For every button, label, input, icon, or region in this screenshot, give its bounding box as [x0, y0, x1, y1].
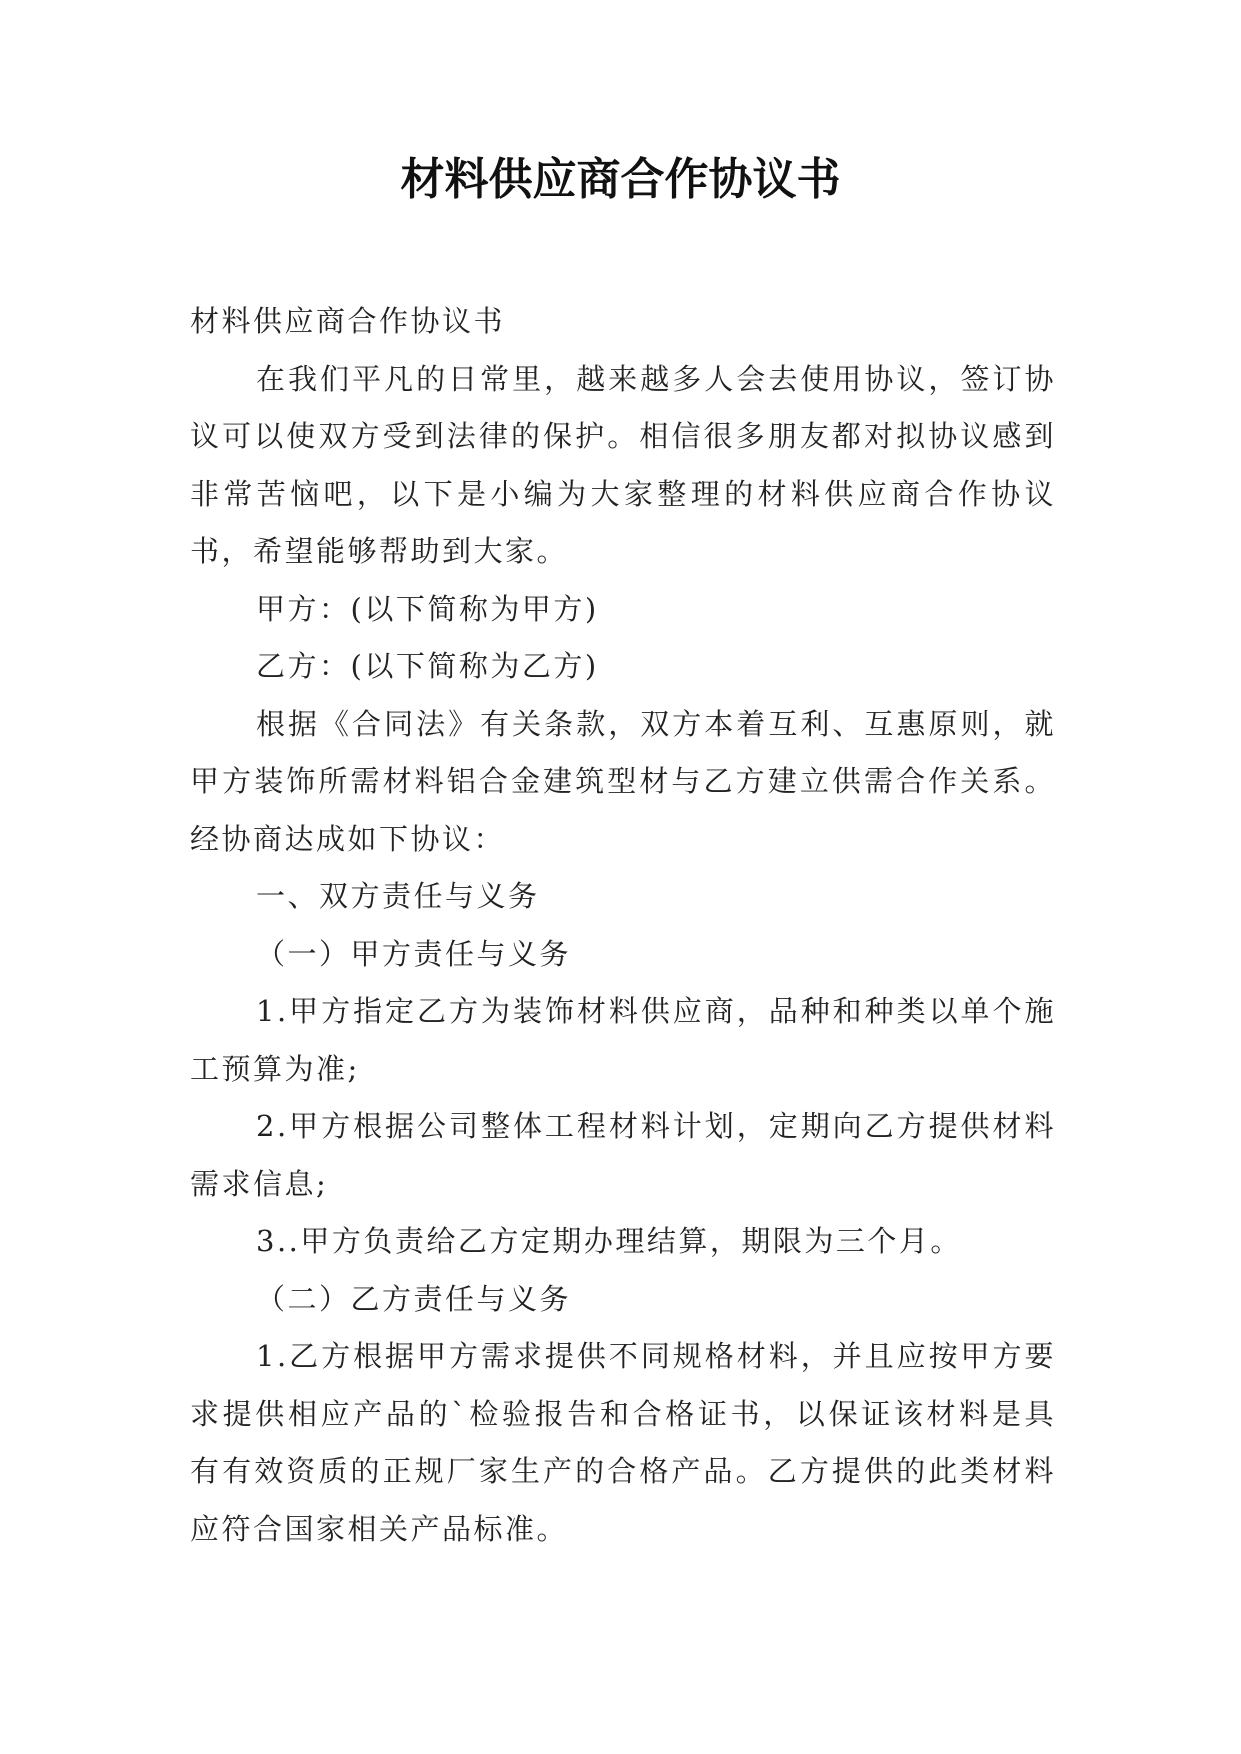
- clause-a-1: 1.甲方指定乙方为装饰材料供应商，品种和种类以单个施工预算为准;: [190, 994, 1056, 1086]
- subsection-heading-b: （二）乙方责任与义务: [256, 1281, 572, 1316]
- party-b-line: 乙方：(以下简称为乙方): [256, 649, 599, 683]
- party-a-line: 甲方：(以下简称为甲方): [256, 591, 599, 626]
- subtitle-line: 材料供应商合作协议书: [190, 304, 506, 338]
- clause-b-1: 1.乙方根据甲方需求提供不同规格材料，并且应按甲方要求提供相应产品的`检验报告和合格证书，以保证该材料是具有有效资质的正规厂家生产的合格产品。乙方提供的此类材料应符合国家相关产品标准。: [190, 1339, 1056, 1546]
- document-title: 材料供应商合作协议书: [400, 154, 841, 205]
- clause-a-2: 2.甲方根据公司整体工程材料计划，定期向乙方提供材料需求信息;: [190, 1109, 1056, 1201]
- document-body: [190, 293, 1056, 1558]
- subsection-heading-a: （一）甲方责任与义务: [256, 936, 572, 971]
- clause-a-3: 3..甲方负责给乙方定期办理结算，期限为三个月。: [256, 1224, 962, 1258]
- preamble-paragraph: 根据《合同法》有关条款，双方本着互利、互惠原则，就甲方装饰所需材料铝合金建筑型材与乙方建立供需合作关系。经协商达成如下协议：: [190, 706, 1056, 856]
- intro-paragraph: 在我们平凡的日常里，越来越多人会去使用协议，签订协议可以使双方受到法律的保护。相信很多朋友都对拟协议感到非常苦恼吧，以下是小编为大家整理的材料供应商合作协议书，希望能够帮助到大家。: [190, 361, 1056, 568]
- section-heading: 一、双方责任与义务: [256, 879, 540, 913]
